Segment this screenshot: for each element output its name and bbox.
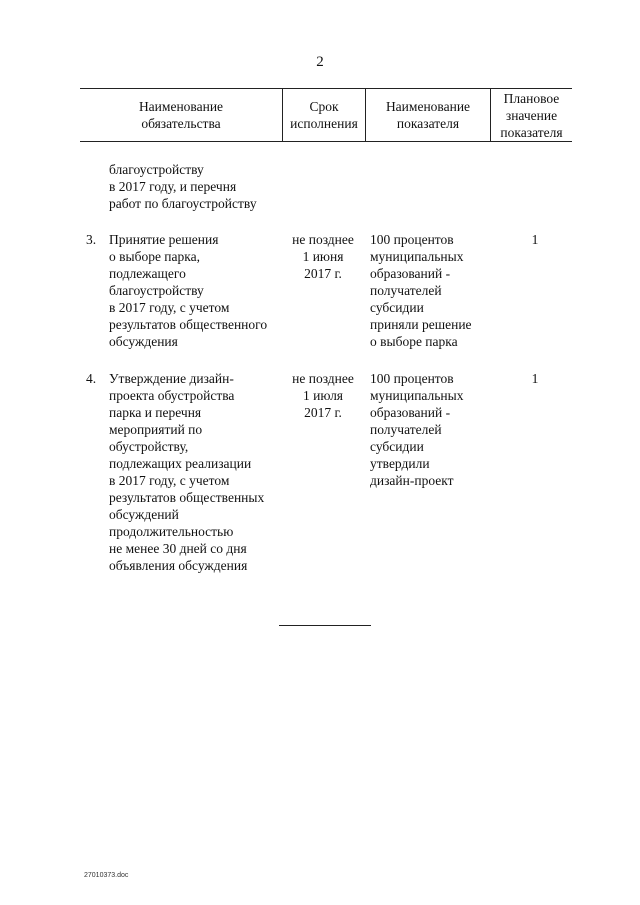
obligation-cell: Принятие решения о выборе парка, подлежащего благоустройству в 2017 году, с учетом результатов общественного обсуждения [109, 232, 268, 349]
obligation-cell: благоустройству в 2017 году, и перечня работ по благоустройству [109, 162, 257, 211]
indicator-cell: 100 процентов муниципальных образований - получателей субсидии утвердили дизайн-проект [370, 371, 464, 488]
table-header [80, 88, 572, 142]
header-planned-value: Плановое значение показателя [500, 90, 563, 140]
planned-value-cell: 1 [531, 371, 539, 386]
planned-value-cell: 1 [531, 232, 539, 247]
file-code: 27010373.doc [84, 872, 129, 879]
end-of-document-rule [279, 625, 371, 626]
obligation-cell: Утверждение дизайн- проекта обустройства парка и перечня мероприятий по обустройству, подлежащих реализации в 2017 году, с учетом результатов общественных обсуждений продолжительностью не менее 30 дней со дня объявления обсуждения [109, 371, 265, 573]
row-number: 3. [86, 232, 97, 247]
term-cell: не позднее 1 июня 2017 г. [292, 232, 354, 281]
row-number: 4. [86, 371, 97, 386]
term-cell: не позднее 1 июля 2017 г. [292, 371, 354, 420]
header-obligation: Наименование обязательства [138, 99, 224, 131]
header-term: Срок исполнения [290, 99, 358, 131]
page-number: 2 [316, 54, 324, 70]
indicator-cell: 100 процентов муниципальных образований - получателей субсидии приняли решение о выборе парка [370, 232, 472, 349]
header-indicator: Наименование показателя [385, 99, 471, 131]
